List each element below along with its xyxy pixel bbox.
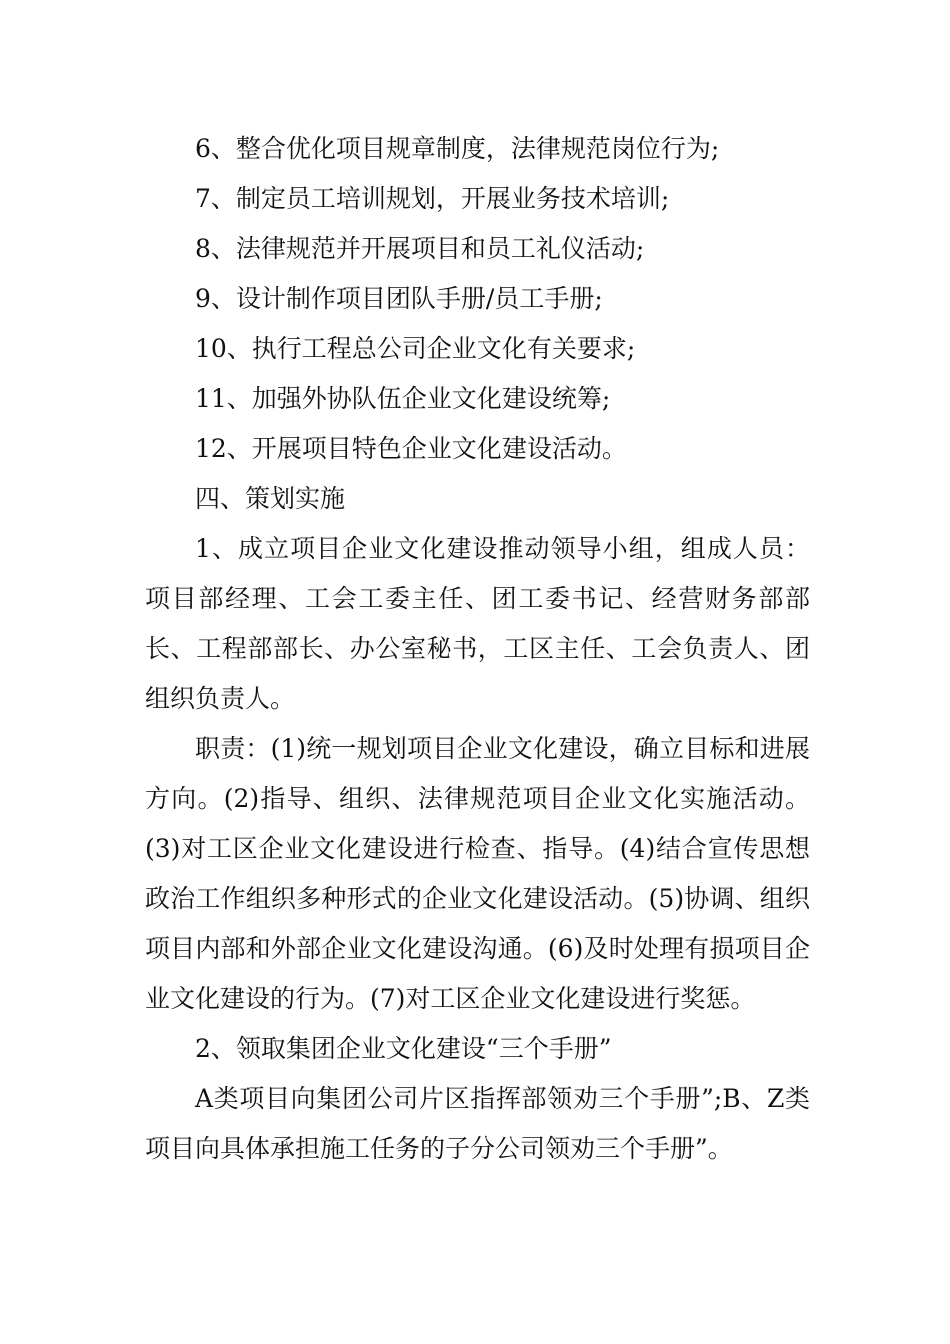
paragraph-leadership-group: 1、成立项目企业文化建设推动领导小组，组成人员：项目部经理、工会工委主任、团工委书记、经营财务部部长、工程部部长、办公室秘书，工区主任、工会负责人、团组织负责人。 (145, 534, 810, 713)
paragraph-manuals-heading: 2、领取集团企业文化建设“三个手册” (195, 1034, 612, 1063)
list-item-11: 11、加强外协队伍企业文化建设统筹; (195, 384, 611, 413)
document-page (145, 124, 810, 1174)
paragraph-duties: 职责：(1)统一规划项目企业文化建设，确立目标和进展方向。(2)指导、组织、法律规范项目企业文化实施活动。(3)对工区企业文化建设进行检查、指导。(4)结合宣传思想政治工作组织多种形式的企业文化建设活动。(5)协调、组织项目内部和外部企业文化建设沟通。(6)及时处理有损项目企业文化建设的行为。(7)对工区企业文化建设进行奖惩。 (145, 734, 810, 1013)
list-item-7: 7、制定员工培训规划，开展业务技术培训; (195, 184, 670, 213)
list-item-8: 8、法律规范并开展项目和员工礼仪活动; (195, 234, 645, 263)
list-item-12: 12、开展项目特色企业文化建设活动。 (195, 434, 627, 463)
section-heading-four: 四、策划实施 (195, 484, 346, 513)
list-item-9: 9、设计制作项目团队手册/员工手册; (195, 284, 603, 313)
list-item-10: 10、执行工程总公司企业文化有关要求; (195, 334, 636, 363)
list-item-6: 6、整合优化项目规章制度，法律规范岗位行为; (195, 134, 720, 163)
paragraph-manuals-detail: A类项目向集团公司片区指挥部领劝三个手册”;B、Z类项目向具体承担施工任务的子分公司领劝三个手册”。 (145, 1084, 810, 1163)
